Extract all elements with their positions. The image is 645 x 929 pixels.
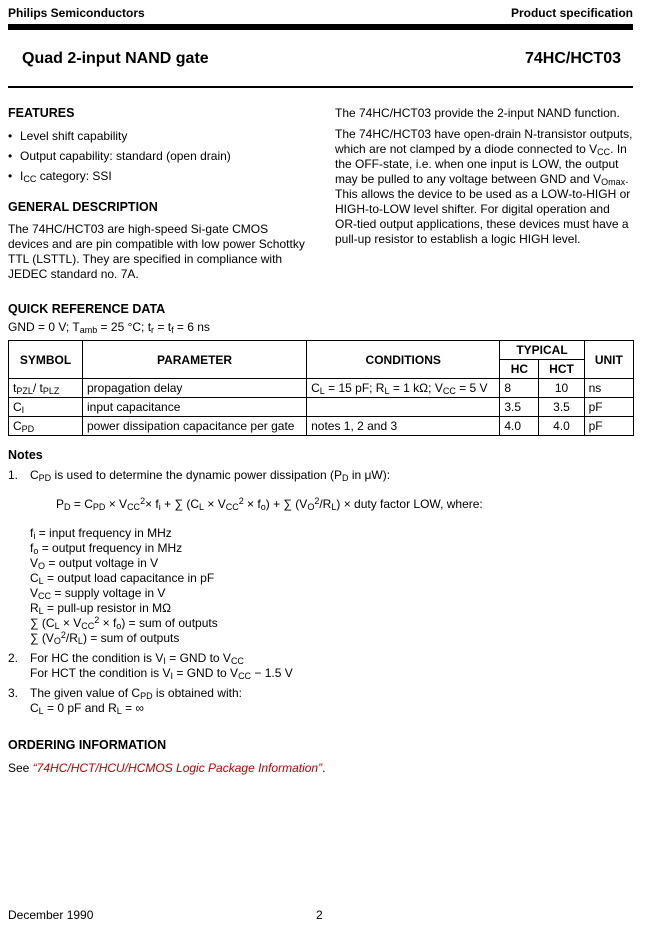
document-type: Product specification [510, 6, 633, 20]
note-2: 2. For HC the condition is $V_I$ = GND to $V_{CC}$ For HCT the condition is $V_I$ = GND to $V_{CC} - 1.5$ V [8, 651, 293, 681]
col-hct: HCT [539, 360, 584, 379]
features-list [8, 126, 308, 186]
quick-reference-heading: QUICK REFERENCE DATA [8, 302, 166, 316]
company-name: Philips Semiconductors [8, 6, 145, 20]
formula-definitions: $f_i$ = input frequency in MHz $f_o$ = output frequency in MHz $V_O$ = output voltage in V $C_L$ = output load capacitance in pF $V_{CC}$ = supply voltage in V $R_L$ = pull-up resistor in MΩ ∑ $(C_L \times V_{CC}^2 \times f_o)$ = sum of outputs ∑ $(V_O^2/R_L)$ = sum of outputs [30, 526, 218, 646]
note-3: 3. The given value of $C_{PD}$ is obtained with: $C_L = 0$ pF and $R_L$ = ∞ [8, 686, 242, 716]
symbol-cell: $C_{PD}$ [9, 417, 83, 436]
page-title: Quad 2-input NAND gate [22, 50, 209, 67]
package-info-link[interactable]: “74HC/HCT/HCU/HCMOS Logic Package Information” [32, 761, 323, 775]
left-column [8, 106, 308, 282]
note-1: 1. $C_{PD}$ is used to determine the dynamic power dissipation ($P_D$ in μW): [8, 468, 391, 483]
feature-item: • Output capability: standard (open drain) [8, 146, 308, 166]
notes-section [8, 448, 634, 716]
features-heading: FEATURES [8, 106, 75, 120]
footer-date: December 1990 [8, 908, 94, 922]
quick-reference-conditions: GND = 0 V; $T_{amb} = 25$ °C; $t_r = t_f = 6$ ns [8, 320, 210, 335]
symbol-cell: $t_{PZL}/$ $t_{PLZ}$ [9, 379, 83, 398]
feature-item: • $I_{CC}$ category: SSI [8, 166, 308, 186]
general-description-heading: GENERAL DESCRIPTION [8, 200, 158, 214]
quick-reference-table [8, 340, 634, 436]
ordering-text: See “74HC/HCT/HCU/HCMOS Logic Package Information”. [8, 761, 326, 775]
table-row: $t_{PZL}/$ $t_{PLZ}$ propagation delay $C_L = 15$ pF; $R_L = 1$ kΩ; $V_{CC} = 5$ V 8 10 ns [9, 379, 634, 398]
general-description-text: The 74HC/HCT03 are high-speed Si-gate CMOS devices and are pin compatible with low power Schottky TTL (LSTTL). They are specified in compliance with JEDEC standard no. 7A. [8, 222, 305, 281]
col-symbol: SYMBOL [9, 341, 83, 379]
part-number: 74HC/HCT03 [524, 50, 621, 67]
col-conditions: CONDITIONS [307, 341, 500, 379]
col-hc: HC [500, 360, 539, 379]
page-number: 2 [316, 908, 323, 922]
ordering-heading: ORDERING INFORMATION [8, 738, 167, 752]
right-column [335, 106, 633, 247]
open-drain-paragraph: The 74HC/HCT03 have open-drain N-transistor outputs, which are not clamped by a diode connected to $V_{CC}$. In the OFF-state, i.e. when one input is LOW, the output may be pulled to any voltage between GND and $V_{Omax}$. This allows the device to be used as a LOW-to-HIGH or HIGH-to-LOW level shifter. For digital operation and OR-tied output applications, these devices must have a pull-up resistor to establish a logic HIGH level. [335, 127, 633, 246]
conditions-cell: $C_L = 15$ pF; $R_L = 1$ kΩ; $V_{CC} = 5$ V [307, 379, 500, 398]
power-formula: $P_D = C_{PD} \times V_{CC}^2\times f_i$ + ∑ $(C_L \times V_{CC}^2 \times f_o)$ + ∑ $(V_O^2/R_L)$ × duty factor LOW, where: [56, 496, 483, 512]
col-parameter: PARAMETER [83, 341, 307, 379]
notes-heading: Notes [8, 448, 43, 462]
col-unit: UNIT [584, 341, 633, 379]
symbol-cell: $C_I$ [9, 398, 83, 417]
col-typical: TYPICAL [500, 341, 584, 360]
function-paragraph: The 74HC/HCT03 provide the 2-input NAND function. [335, 106, 620, 120]
title-rule [8, 86, 633, 88]
header-rule [8, 24, 633, 30]
table-row: $C_I$ input capacitance 3.5 3.5 pF [9, 398, 634, 417]
feature-item: • Level shift capability [8, 126, 308, 146]
table-row: $C_{PD}$ power dissipation capacitance per gate notes 1, 2 and 3 4.0 4.0 pF [9, 417, 634, 436]
